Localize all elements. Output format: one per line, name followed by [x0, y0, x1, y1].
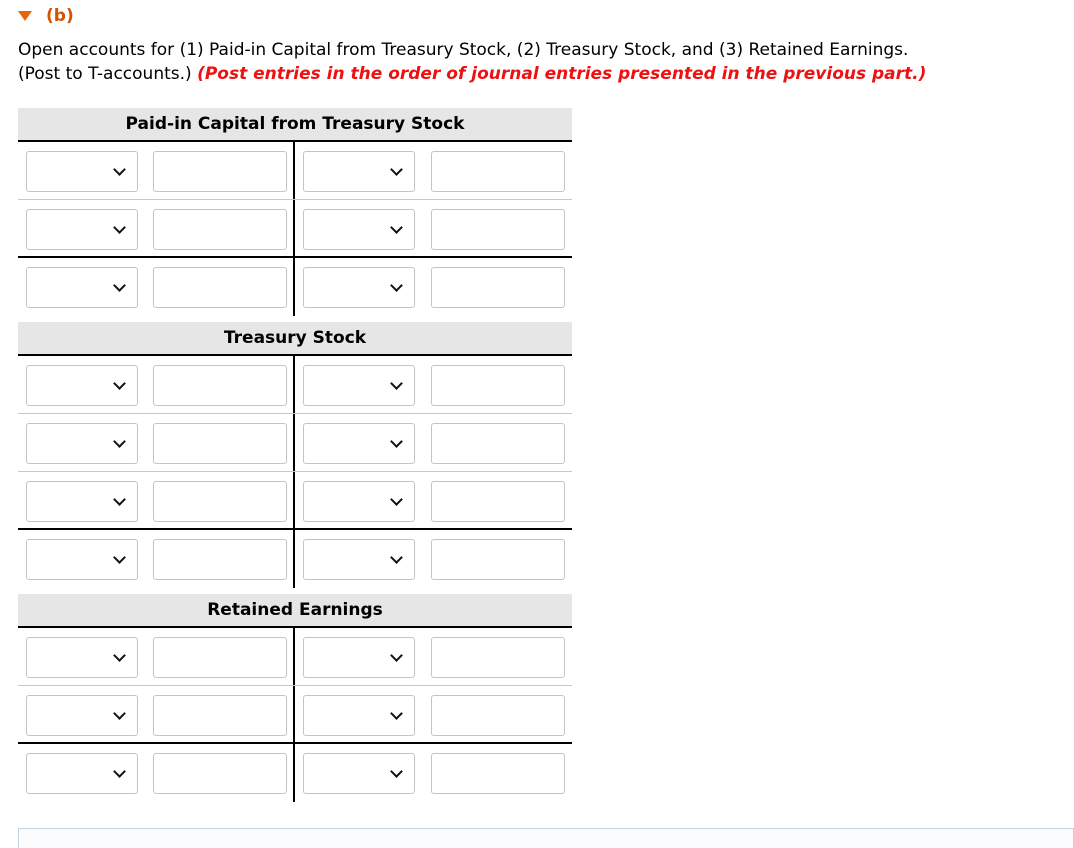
credit-date-select[interactable] [303, 695, 415, 736]
debit-amount-input[interactable] [153, 151, 287, 192]
credit-balance-select[interactable] [303, 753, 415, 794]
credit-amount-input[interactable] [431, 637, 565, 678]
chevron-down-icon [113, 279, 126, 292]
t-account-body [18, 142, 572, 316]
credit-balance-input[interactable] [431, 539, 565, 580]
debit-amount-input[interactable] [153, 209, 287, 250]
debit-amount-input[interactable] [153, 481, 287, 522]
credit-date-select[interactable] [303, 481, 415, 522]
credit-balance-select[interactable] [303, 539, 415, 580]
credit-balance-input[interactable] [431, 753, 565, 794]
debit-balance-select[interactable] [26, 539, 138, 580]
debit-date-select[interactable] [26, 637, 138, 678]
chevron-down-icon [390, 163, 403, 176]
chevron-down-icon [113, 765, 126, 778]
credit-amount-input[interactable] [431, 481, 565, 522]
debit-balance-input[interactable] [153, 267, 287, 308]
debit-amount-input[interactable] [153, 695, 287, 736]
account-title: Retained Earnings [18, 594, 572, 628]
chevron-down-icon [113, 221, 126, 234]
credit-date-select[interactable] [303, 423, 415, 464]
debit-amount-input[interactable] [153, 365, 287, 406]
debit-amount-input[interactable] [153, 423, 287, 464]
credit-date-select[interactable] [303, 637, 415, 678]
credit-amount-input[interactable] [431, 365, 565, 406]
t-account-row [18, 414, 572, 472]
chevron-down-icon [390, 707, 403, 720]
t-account-balance-row [18, 530, 572, 588]
debit-balance-select[interactable] [26, 267, 138, 308]
instructions-plain: (Post to T-accounts.) [18, 64, 192, 84]
t-account-balance-row [18, 258, 572, 316]
chevron-down-icon [390, 221, 403, 234]
chevron-down-icon [390, 377, 403, 390]
caret-down-icon[interactable] [18, 11, 32, 21]
debit-date-select[interactable] [26, 151, 138, 192]
credit-balance-select[interactable] [303, 267, 415, 308]
chevron-down-icon [113, 493, 126, 506]
debit-date-select[interactable] [26, 365, 138, 406]
next-section-panel [18, 828, 1074, 848]
account-title: Paid-in Capital from Treasury Stock [18, 108, 572, 142]
t-account-row [18, 200, 572, 258]
credit-date-select[interactable] [303, 151, 415, 192]
chevron-down-icon [113, 377, 126, 390]
t-account-row [18, 142, 572, 200]
t-account-retained-earnings [18, 594, 572, 802]
chevron-down-icon [390, 435, 403, 448]
t-account-paid-in-capital [18, 108, 572, 316]
chevron-down-icon [390, 493, 403, 506]
instructions-line-1: Open accounts for (1) Paid-in Capital from Treasury Stock, (2) Treasury Stock, and (3) Retained Earnings. [18, 40, 909, 60]
credit-date-select[interactable] [303, 365, 415, 406]
chevron-down-icon [113, 707, 126, 720]
credit-amount-input[interactable] [431, 151, 565, 192]
credit-amount-input[interactable] [431, 423, 565, 464]
t-account-body [18, 628, 572, 802]
chevron-down-icon [390, 551, 403, 564]
t-account-row [18, 686, 572, 744]
chevron-down-icon [390, 279, 403, 292]
chevron-down-icon [113, 649, 126, 662]
account-title: Treasury Stock [18, 322, 572, 356]
t-account-body [18, 356, 572, 588]
debit-date-select[interactable] [26, 481, 138, 522]
credit-balance-input[interactable] [431, 267, 565, 308]
t-account-treasury-stock [18, 322, 572, 588]
debit-balance-input[interactable] [153, 753, 287, 794]
t-account-row [18, 472, 572, 530]
t-account-row [18, 356, 572, 414]
instructions [18, 38, 1068, 86]
t-account-balance-row [18, 744, 572, 802]
chevron-down-icon [113, 163, 126, 176]
credit-amount-input[interactable] [431, 695, 565, 736]
debit-amount-input[interactable] [153, 637, 287, 678]
chevron-down-icon [113, 551, 126, 564]
instructions-line-2 [18, 62, 1068, 86]
t-account-row [18, 628, 572, 686]
part-header [18, 6, 74, 26]
debit-date-select[interactable] [26, 695, 138, 736]
debit-balance-select[interactable] [26, 753, 138, 794]
credit-amount-input[interactable] [431, 209, 565, 250]
debit-date-select[interactable] [26, 209, 138, 250]
debit-date-select[interactable] [26, 423, 138, 464]
credit-date-select[interactable] [303, 209, 415, 250]
debit-balance-input[interactable] [153, 539, 287, 580]
chevron-down-icon [390, 649, 403, 662]
instructions-emphasis: (Post entries in the order of journal entries presented in the previous part.) [197, 64, 927, 84]
chevron-down-icon [113, 435, 126, 448]
part-label: (b) [46, 6, 74, 26]
chevron-down-icon [390, 765, 403, 778]
